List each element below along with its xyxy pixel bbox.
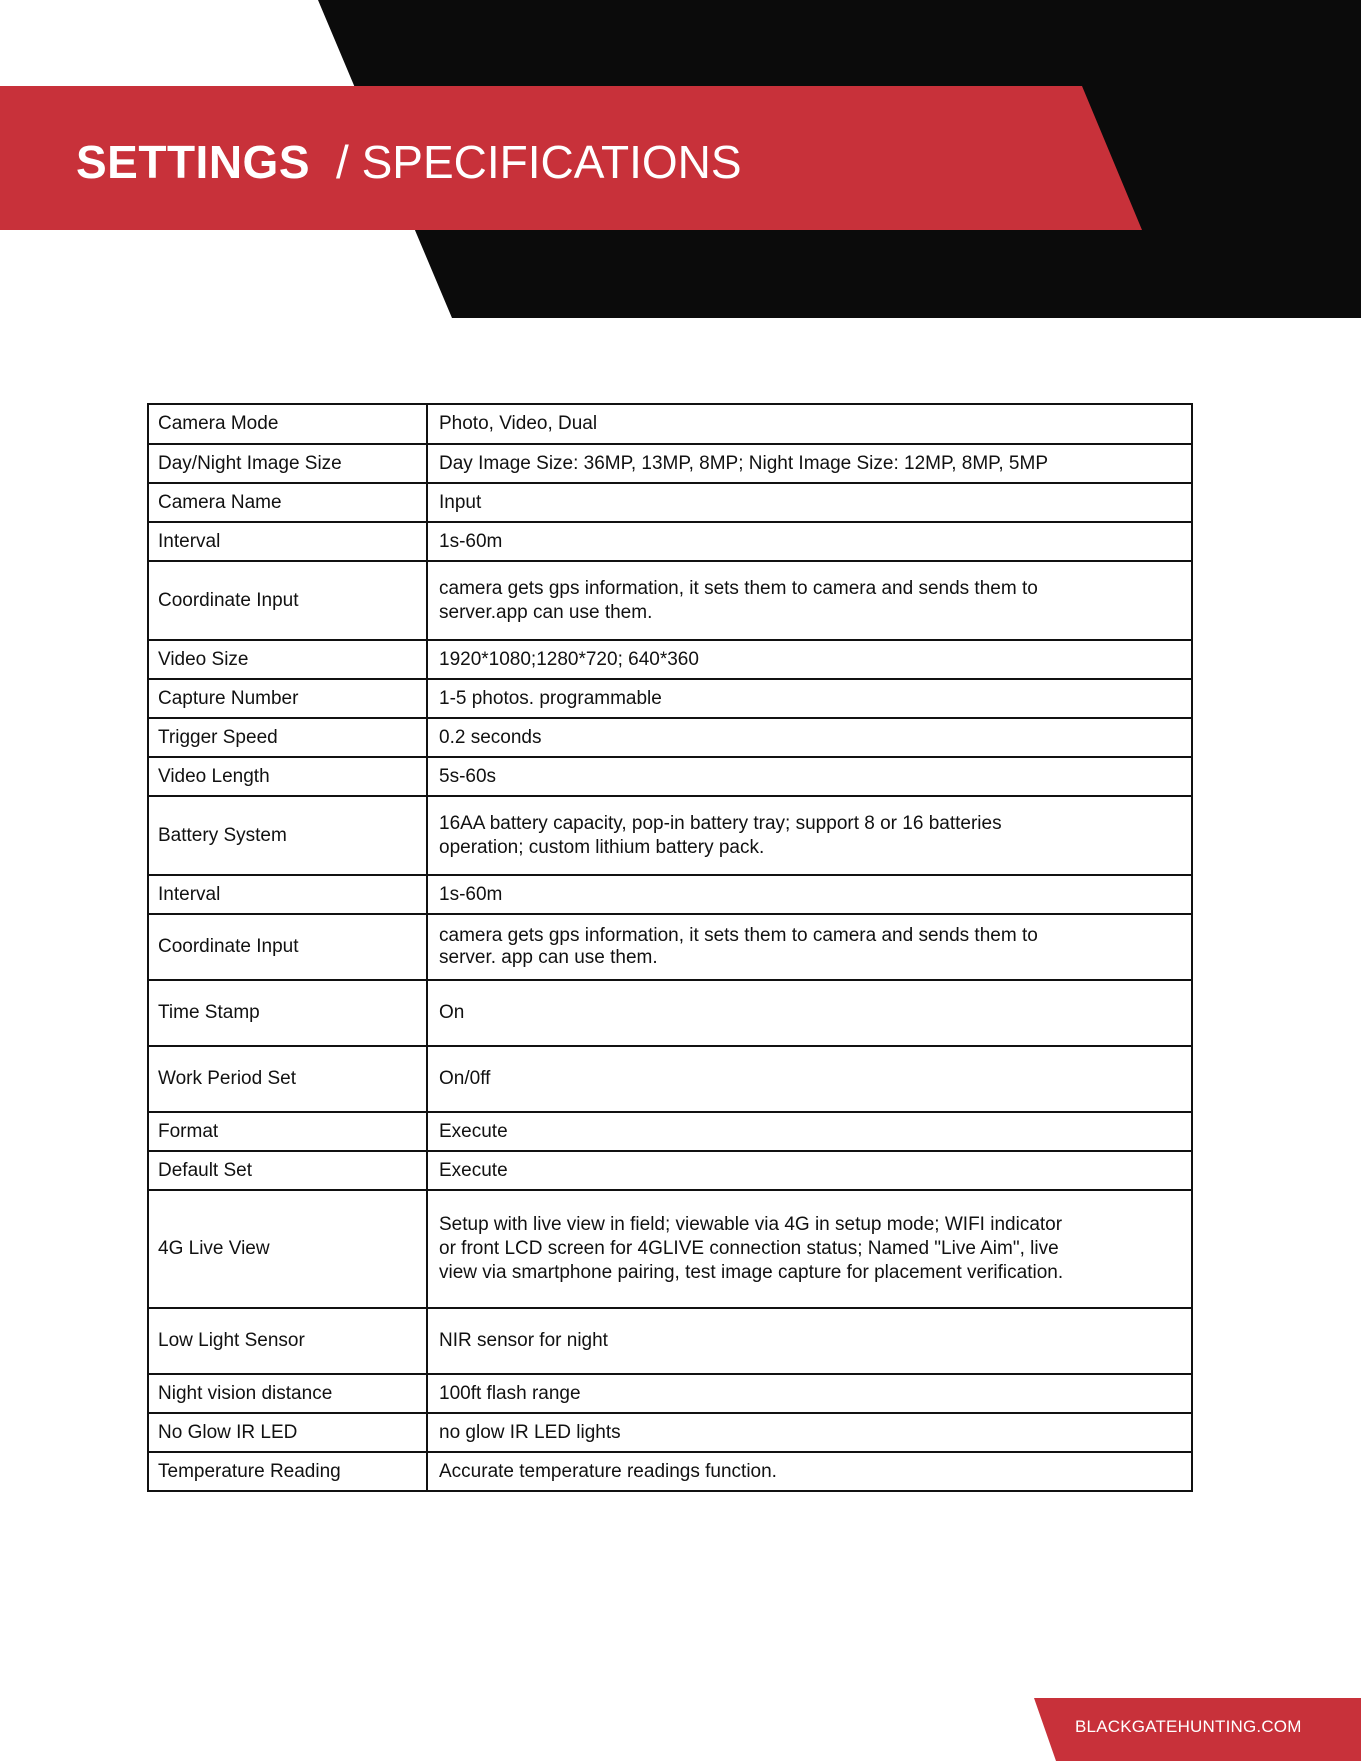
spec-label: Battery System	[148, 796, 427, 875]
page-title-light: / SPECIFICATIONS	[336, 136, 742, 188]
spec-label: Night vision distance	[148, 1374, 427, 1413]
spec-label: 4G Live View	[148, 1190, 427, 1308]
table-row	[148, 1374, 1192, 1413]
website-link[interactable]: BLACKGATEHUNTING.COM	[1075, 1717, 1302, 1736]
table-row	[148, 980, 1192, 1046]
table-row	[148, 640, 1192, 679]
spec-value: 1s-60m	[427, 522, 1192, 561]
table-row	[148, 914, 1192, 980]
table-row	[148, 444, 1192, 483]
spec-value: 1920*1080;1280*720; 640*360	[427, 640, 1192, 679]
spec-value: Setup with live view in field; viewable via 4G in setup mode; WIFI indicator or front LCD screen for 4GLIVE connection status; Named "Live Aim", live view via smartphone pairing, test image capture for placement verification.	[427, 1190, 1192, 1308]
table-row	[148, 1112, 1192, 1151]
specifications-table	[147, 403, 1193, 1492]
spec-value: Accurate temperature readings function.	[427, 1452, 1192, 1491]
spec-label: No Glow IR LED	[148, 1413, 427, 1452]
table-row	[148, 1452, 1192, 1491]
spec-label: Default Set	[148, 1151, 427, 1190]
table-row	[148, 404, 1192, 444]
spec-label: Video Length	[148, 757, 427, 796]
spec-label: Camera Name	[148, 483, 427, 522]
spec-label: Day/Night Image Size	[148, 444, 427, 483]
spec-value: Day Image Size: 36MP, 13MP, 8MP; Night Image Size: 12MP, 8MP, 5MP	[427, 444, 1192, 483]
table-row	[148, 718, 1192, 757]
spec-value: Execute	[427, 1112, 1192, 1151]
spec-label: Video Size	[148, 640, 427, 679]
table-row	[148, 561, 1192, 640]
spec-value: NIR sensor for night	[427, 1308, 1192, 1374]
spec-value: 100ft flash range	[427, 1374, 1192, 1413]
spec-value: On/0ff	[427, 1046, 1192, 1112]
spec-value: no glow IR LED lights	[427, 1413, 1192, 1452]
table-row	[148, 1308, 1192, 1374]
spec-label: Temperature Reading	[148, 1452, 427, 1491]
spec-label: Coordinate Input	[148, 914, 427, 980]
spec-value: 1s-60m	[427, 875, 1192, 914]
table-row	[148, 757, 1192, 796]
table-row	[148, 1190, 1192, 1308]
spec-label: Capture Number	[148, 679, 427, 718]
spec-label: Camera Mode	[148, 404, 427, 444]
table-row	[148, 1413, 1192, 1452]
page-title	[76, 130, 742, 194]
table-row	[148, 796, 1192, 875]
spec-value: Photo, Video, Dual	[427, 404, 1192, 444]
table-row	[148, 483, 1192, 522]
page-title-bold: SETTINGS	[76, 136, 311, 188]
spec-label: Trigger Speed	[148, 718, 427, 757]
spec-label: Interval	[148, 875, 427, 914]
spec-value: 0.2 seconds	[427, 718, 1192, 757]
spec-value: On	[427, 980, 1192, 1046]
spec-value: 16AA battery capacity, pop-in battery tray; support 8 or 16 batteries operation; custom lithium battery pack.	[427, 796, 1192, 875]
spec-value: Input	[427, 483, 1192, 522]
table-row	[148, 679, 1192, 718]
spec-value: Execute	[427, 1151, 1192, 1190]
table-row	[148, 1046, 1192, 1112]
table-row	[148, 522, 1192, 561]
spec-value: 1-5 photos. programmable	[427, 679, 1192, 718]
spec-label: Format	[148, 1112, 427, 1151]
spec-value: camera gets gps information, it sets them to camera and sends them to server. app can use them.	[427, 914, 1192, 980]
spec-label: Low Light Sensor	[148, 1308, 427, 1374]
spec-label: Coordinate Input	[148, 561, 427, 640]
spec-value: 5s-60s	[427, 757, 1192, 796]
table-row	[148, 875, 1192, 914]
spec-value: camera gets gps information, it sets them to camera and sends them to server.app can use them.	[427, 561, 1192, 640]
spec-label: Interval	[148, 522, 427, 561]
spec-label: Time Stamp	[148, 980, 427, 1046]
table-row	[148, 1151, 1192, 1190]
spec-label: Work Period Set	[148, 1046, 427, 1112]
